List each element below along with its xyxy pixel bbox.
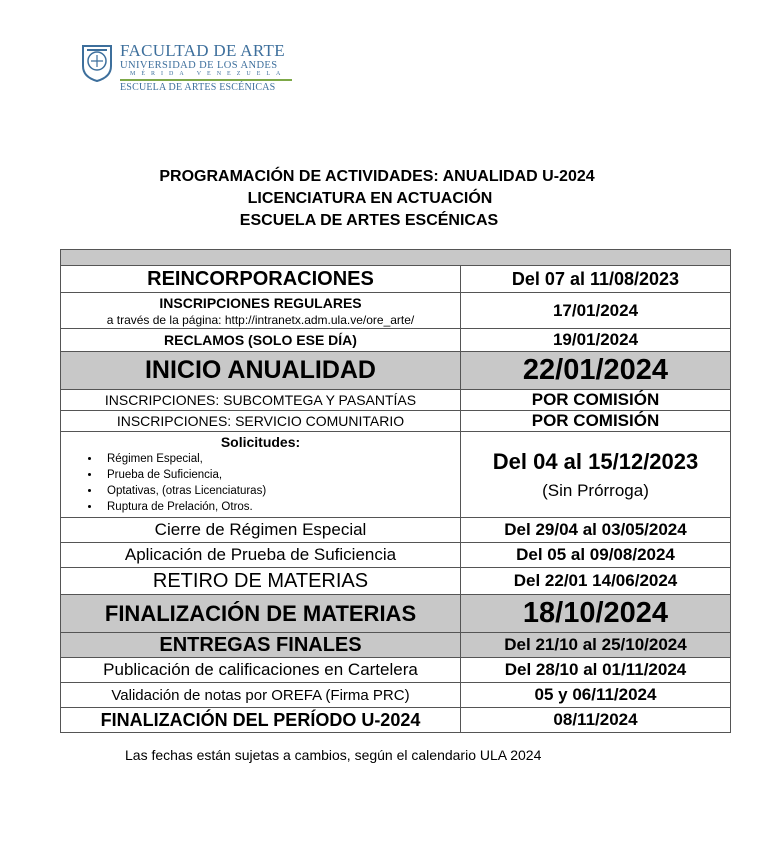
activity-cell: Publicación de calificaciones en Cartelera	[61, 658, 461, 683]
date-cell: POR COMISIÓN	[461, 390, 731, 411]
date-cell: Del 28/10 al 01/11/2024	[461, 658, 731, 683]
table-row	[61, 432, 731, 518]
date-cell	[461, 432, 731, 518]
requests-list	[65, 451, 456, 515]
date-cell: 08/11/2024	[461, 708, 731, 733]
activity-cell: FINALIZACIÓN DE MATERIAS	[61, 595, 461, 633]
school-name: ESCUELA DE ARTES ESCÉNICAS	[120, 82, 276, 93]
activity-cell: Cierre de Régimen Especial	[61, 518, 461, 543]
activity-cell: Aplicación de Prueba de Suficiencia	[61, 543, 461, 568]
date-cell: Del 05 al 09/08/2024	[461, 543, 731, 568]
list-item: • Ruptura de Prelación, Otros.	[101, 499, 456, 515]
date-cell: Del 21/10 al 25/10/2024	[461, 633, 731, 658]
title-line-3: ESCUELA DE ARTES ESCÉNICAS	[239, 212, 499, 229]
table-header-row	[61, 250, 731, 266]
list-item: • Régimen Especial,	[101, 451, 456, 467]
logo-divider	[120, 79, 292, 81]
date-cell: 22/01/2024	[461, 352, 731, 390]
table-row	[61, 708, 731, 733]
date-cell: 05 y 06/11/2024	[461, 683, 731, 708]
activity-cell: INSCRIPCIONES: SUBCOMTEGA Y PASANTÍAS	[61, 390, 461, 411]
table-row	[61, 683, 731, 708]
faculty-name: FACULTAD DE ARTE	[120, 41, 285, 60]
list-item: • Prueba de Suficiencia,	[101, 467, 456, 483]
date-text: Del 04 al 15/12/2023	[492, 448, 699, 474]
schedule-table	[60, 249, 731, 733]
footnote: Las fechas están sujetas a cambios, según el calendario ULA 2024	[125, 747, 542, 763]
activity-cell: RECLAMOS (SOLO ESE DÍA)	[61, 329, 461, 352]
date-cell: 17/01/2024	[461, 293, 731, 329]
activity-label: INSCRIPCIONES REGULARES	[159, 294, 362, 311]
activity-cell: REINCORPORACIONES	[61, 266, 461, 293]
activity-cell: RETIRO DE MATERIAS	[61, 568, 461, 595]
list-item: • Optativas, (otras Licenciaturas)	[101, 483, 456, 499]
header-blank-cell	[61, 250, 731, 266]
activity-cell: INICIO ANUALIDAD	[61, 352, 461, 390]
date-cell: 18/10/2024	[461, 595, 731, 633]
table-row	[61, 595, 731, 633]
table-row	[61, 390, 731, 411]
activity-cell	[61, 293, 461, 329]
activity-note: a través de la página: http://intranetx.adm.ula.ve/ore_arte/	[106, 312, 415, 327]
table-row	[61, 658, 731, 683]
city-name: MÉRIDA VENEZUELA	[130, 71, 287, 77]
title-line-1: PROGRAMACIÓN DE ACTIVIDADES: ANUALIDAD U-2024	[159, 168, 595, 185]
requests-heading: Solicitudes:	[220, 434, 301, 450]
table-row	[61, 633, 731, 658]
table-row	[61, 293, 731, 329]
date-cell: Del 07 al 11/08/2023	[461, 266, 731, 293]
activity-cell: ENTREGAS FINALES	[61, 633, 461, 658]
activity-cell: Validación de notas por OREFA (Firma PRC)	[61, 683, 461, 708]
table-row	[61, 568, 731, 595]
table-row	[61, 518, 731, 543]
faculty-logo	[80, 40, 310, 96]
title-line-2: LICENCIATURA EN ACTUACIÓN	[247, 190, 493, 207]
table-row	[61, 329, 731, 352]
document-titles	[0, 166, 768, 232]
table-row	[61, 411, 731, 432]
table-row	[61, 352, 731, 390]
table-row	[61, 266, 731, 293]
date-note: (Sin Prórroga)	[542, 480, 649, 500]
university-name: UNIVERSIDAD DE LOS ANDES	[120, 60, 278, 71]
activity-cell: INSCRIPCIONES: SERVICIO COMUNITARIO	[61, 411, 461, 432]
date-cell: 19/01/2024	[461, 329, 731, 352]
table-row	[61, 543, 731, 568]
activity-cell: FINALIZACIÓN DEL PERÍODO U-2024	[61, 708, 461, 733]
date-cell: POR COMISIÓN	[461, 411, 731, 432]
date-cell: Del 22/01 14/06/2024	[461, 568, 731, 595]
date-cell: Del 29/04 al 03/05/2024	[461, 518, 731, 543]
university-seal-icon	[80, 44, 114, 82]
activity-cell	[61, 432, 461, 518]
